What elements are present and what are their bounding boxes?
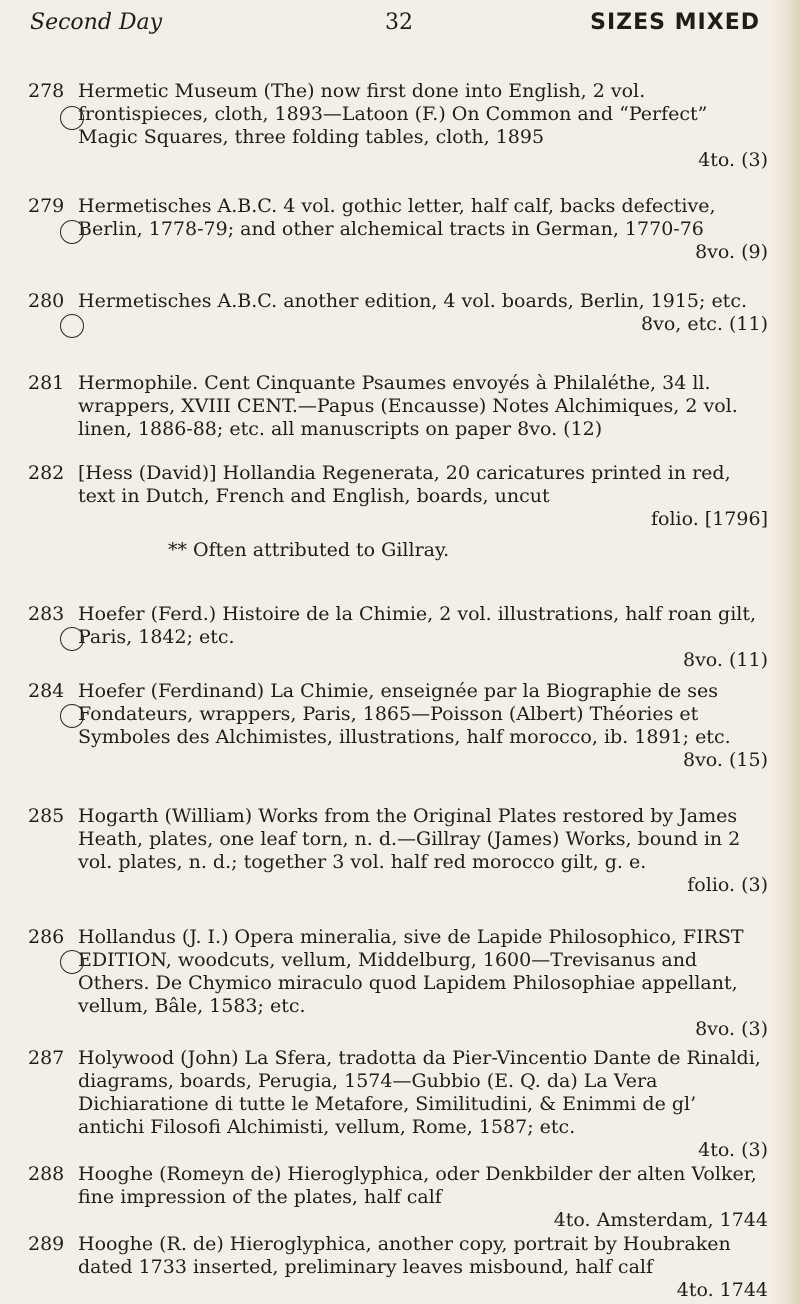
lot-description: [Hess (David)] Hollandia Regenerata, 20 caricatures printed in red, text in Dutch, French and English, boards, uncut	[78, 462, 731, 507]
lot-format: 8vo, etc. (11)	[641, 313, 768, 335]
lot-description: Hermophile. Cent Cinquante Psaumes envoyés à Philaléthe, 34 ll. wrappers, XVIII CENT.—Papus (Encausse) Notes Alchimiques, 2 vol. linen, 1886-88; etc. all manuscripts on paper 8vo. (12)	[78, 372, 738, 440]
lot-description: Hermetic Museum (The) now first done into English, 2 vol. frontispieces, cloth, 1893—Latoon (F.) On Common and “Perfect” Magic Squares, three folding tables, cloth, 1895	[78, 80, 708, 148]
lot-format: 4to. (3)	[698, 1139, 768, 1161]
lot-description: Hollandus (J. I.) Opera mineralia, sive de Lapide Philosophico, FIRST EDITION, woodcuts, vellum, Middelburg, 1600—Trevisanus and Others. De Chymico miraculo quod Lapidem Philosophiae appellant, vellum, Bâle, 1583; etc.	[78, 926, 744, 1017]
page-number: 32	[385, 10, 413, 35]
lot-number: 278	[28, 80, 65, 102]
lot-number: 284	[28, 680, 65, 702]
lot-format: 8vo. (11)	[682, 649, 768, 671]
page-edge	[772, 0, 800, 1304]
lot-282	[28, 462, 768, 562]
page-header	[30, 10, 760, 50]
lot-note: ** Often attributed to Gillray.	[168, 539, 450, 561]
lot-format: 4to. Amsterdam, 1744	[553, 1209, 768, 1231]
running-head-right: SIZES MIXED	[590, 10, 760, 35]
lot-description: Holywood (John) La Sfera, tradotta da Pier-Vincentio Dante de Rinaldi, diagrams, boards, Perugia, 1574—Gubbio (E. Q. da) La Vera Dichiaratione di tutte le Metafore, Similitudini, & Enimmi de gl’ antichi Filosofi Alchimisti, vellum, Rome, 1587; etc.	[78, 1047, 761, 1138]
lot-278	[28, 80, 768, 172]
lot-284	[28, 680, 768, 772]
lot-number: 286	[28, 926, 65, 948]
lot-format: folio. [1796]	[651, 508, 768, 530]
lot-279	[28, 195, 768, 264]
lot-number: 287	[28, 1047, 65, 1069]
lot-description: Hoefer (Ferdinand) La Chimie, enseignée par la Biographie de ses Fondateurs, wrappers, Paris, 1865—Poisson (Albert) Théories et Symboles des Alchimistes, illustrations, half morocco, ib. 1891; etc.	[78, 680, 731, 748]
lot-format: folio. (3)	[687, 874, 768, 896]
lot-format: 8vo. (3)	[695, 1018, 768, 1040]
lot-number: 280	[28, 290, 65, 312]
lot-format: 8vo. (15)	[682, 749, 768, 771]
lot-283	[28, 603, 768, 672]
lot-number: 288	[28, 1163, 65, 1185]
lot-280	[28, 290, 768, 336]
lot-number: 289	[28, 1233, 65, 1255]
lot-number: 285	[28, 805, 65, 827]
lot-description: Hooghe (Romeyn de) Hieroglyphica, oder Denkbilder der alten Volker, fine impression of the plates, half calf	[78, 1163, 757, 1208]
lot-number: 282	[28, 462, 65, 484]
handwritten-circle-mark	[60, 220, 84, 244]
lot-description: Hermetisches A.B.C. 4 vol. gothic letter, half calf, backs defective, Berlin, 1778-79; and other alchemical tracts in German, 1770-76	[78, 195, 716, 240]
handwritten-circle-mark	[60, 314, 84, 338]
lot-format: 8vo. (9)	[695, 241, 768, 263]
handwritten-circle-mark	[60, 950, 84, 974]
lot-287	[28, 1047, 768, 1162]
lot-281	[28, 372, 768, 441]
handwritten-circle-mark	[60, 627, 84, 651]
lot-description: Hoefer (Ferd.) Histoire de la Chimie, 2 vol. illustrations, half roan gilt, Paris, 1842; etc.	[78, 603, 757, 648]
lot-285	[28, 805, 768, 897]
running-head-left: Second Day	[30, 10, 163, 35]
lot-289	[28, 1233, 768, 1302]
handwritten-circle-mark	[60, 704, 84, 728]
lot-number: 279	[28, 195, 65, 217]
lot-number: 281	[28, 372, 65, 394]
lot-description: Hogarth (William) Works from the Original Plates restored by James Heath, plates, one leaf torn, n. d.—Gillray (James) Works, bound in 2 vol. plates, n. d.; together 3 vol. half red morocco gilt, g. e.	[78, 805, 741, 873]
handwritten-circle-mark	[60, 106, 84, 130]
lot-format: 4to. 1744	[676, 1279, 768, 1301]
lot-format: 4to. (3)	[698, 149, 768, 171]
lot-288	[28, 1163, 768, 1232]
lot-286	[28, 926, 768, 1041]
lot-number: 283	[28, 603, 65, 625]
lot-description: Hermetisches A.B.C. another edition, 4 vol. boards, Berlin, 1915; etc.	[78, 290, 747, 312]
lot-description: Hooghe (R. de) Hieroglyphica, another copy, portrait by Houbraken dated 1733 inserted, preliminary leaves misbound, half calf	[78, 1233, 731, 1278]
